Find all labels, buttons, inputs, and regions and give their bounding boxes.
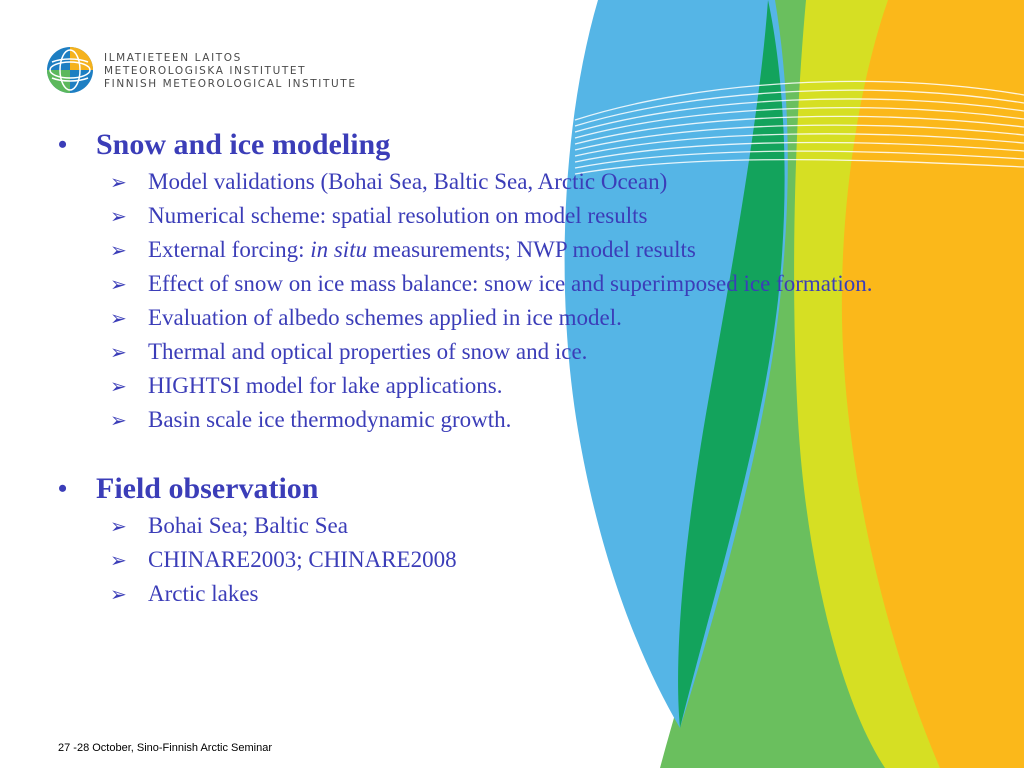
logo-text — [104, 52, 357, 91]
arrow-bullet-icon: ➢ — [110, 548, 127, 572]
list-item: ➢ Evaluation of albedo schemes applied in ice model. — [0, 301, 1024, 335]
list-item: ➢ HIGHTSI model for lake applications. — [0, 369, 1024, 403]
section-title — [0, 469, 1024, 509]
arrow-bullet-icon: ➢ — [110, 514, 127, 538]
arrow-bullet-icon: ➢ — [110, 408, 127, 432]
section-title — [0, 125, 1024, 165]
list-item: ➢ Thermal and optical properties of snow and ice. — [0, 335, 1024, 369]
arrow-bullet-icon: ➢ — [110, 204, 127, 228]
arrow-bullet-icon: ➢ — [110, 238, 127, 262]
subitem-list — [0, 509, 1024, 611]
slide-content — [0, 125, 1024, 611]
list-item: ➢ Basin scale ice thermodynamic growth. — [0, 403, 1024, 437]
bullet-dot-icon: • — [58, 130, 68, 159]
arrow-bullet-icon: ➢ — [110, 272, 127, 296]
list-item: ➢ External forcing: in situ measurements; NWP model results — [0, 233, 1024, 267]
list-item: ➢ Arctic lakes — [0, 577, 1024, 611]
arrow-bullet-icon: ➢ — [110, 374, 127, 398]
globe-icon — [47, 47, 93, 93]
section-title-text: Snow and ice modeling — [96, 128, 391, 161]
section-title-text: Field observation — [96, 472, 319, 505]
footer-text: 27 -28 October, Sino-Finnish Arctic Seminar — [58, 742, 272, 754]
logo-line-2: METEOROLOGISKA INSTITUTET — [104, 65, 307, 77]
bullet-dot-icon: • — [58, 474, 68, 503]
logo-line-1: ILMATIETEEN LAITOS — [104, 52, 242, 64]
arrow-bullet-icon: ➢ — [110, 170, 127, 194]
section-snow-ice — [0, 125, 1024, 437]
list-item: ➢ Bohai Sea; Baltic Sea — [0, 509, 1024, 543]
list-item: ➢ Model validations (Bohai Sea, Baltic Sea, Arctic Ocean) — [0, 165, 1024, 199]
arrow-bullet-icon: ➢ — [110, 306, 127, 330]
section-field-observation — [0, 469, 1024, 611]
list-item: ➢ Numerical scheme: spatial resolution on model results — [0, 199, 1024, 233]
subitem-list — [0, 165, 1024, 437]
list-item: ➢ CHINARE2003; CHINARE2008 — [0, 543, 1024, 577]
arrow-bullet-icon: ➢ — [110, 582, 127, 606]
arrow-bullet-icon: ➢ — [110, 340, 127, 364]
logo-line-3: FINNISH METEOROLOGICAL INSTITUTE — [104, 78, 357, 90]
list-item: ➢ Effect of snow on ice mass balance: snow ice and superimposed ice formation. — [0, 267, 1024, 301]
